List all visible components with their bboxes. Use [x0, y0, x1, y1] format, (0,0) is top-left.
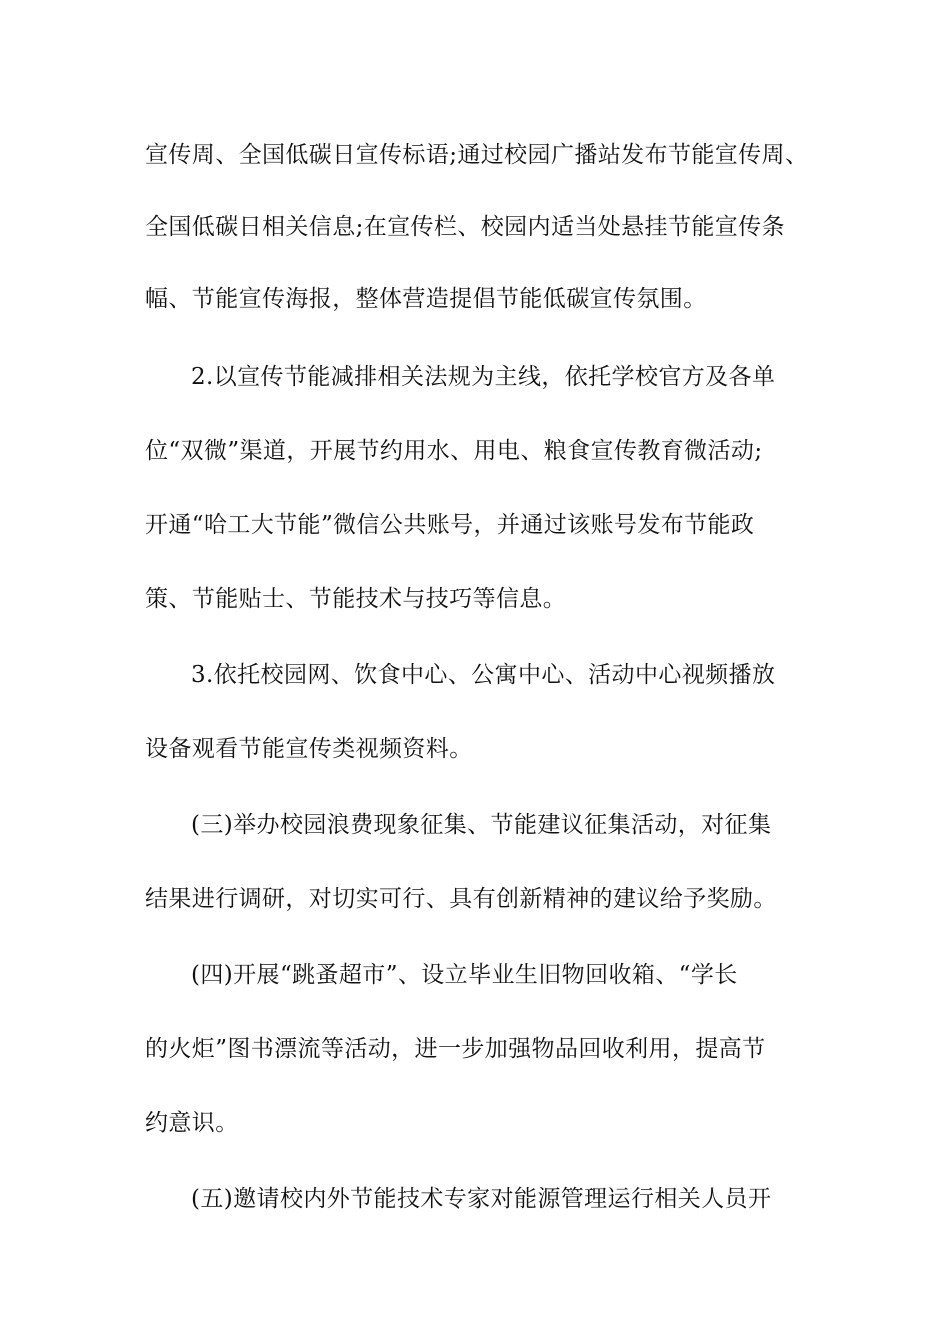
- text-line: 宣传周、全国低碳日宣传标语;通过校园广播站发布节能宣传周、: [145, 142, 809, 168]
- text-line: 约意识。: [145, 1110, 239, 1136]
- text-line: (五)邀请校内外节能技术专家对能源管理运行相关人员开: [191, 1186, 772, 1212]
- text-line: (四)开展“跳蚤超市”、设立毕业生旧物回收箱、“学长: [191, 962, 738, 988]
- text-line: 全国低碳日相关信息;在宣传栏、校园内适当处悬挂节能宣传条: [145, 214, 785, 240]
- text-line: 策、节能贴士、节能技术与技巧等信息。: [145, 586, 567, 612]
- text-line: 设备观看节能宣传类视频资料。: [145, 736, 473, 762]
- text-line: 幅、节能宣传海报，整体营造提倡节能低碳宣传氛围。: [145, 286, 707, 312]
- text-line: 3.依托校园网、饮食中心、公寓中心、活动中心视频播放: [191, 662, 776, 688]
- text-line: 开通“哈工大节能”微信公共账号，并通过该账号发布节能政: [145, 512, 755, 538]
- text-line: 结果进行调研，对切实可行、具有创新精神的建议给予奖励。: [145, 886, 777, 912]
- text-line: 2.以宣传节能减排相关法规为主线，依托学校官方及各单: [191, 364, 776, 390]
- text-line: 的火炬”图书漂流等活动，进一步加强物品回收利用，提高节: [145, 1036, 766, 1062]
- text-line: 位“双微”渠道，开展节约用水、用电、粮食宣传教育微活动;: [145, 438, 763, 464]
- text-line: (三)举办校园浪费现象征集、节能建议征集活动，对征集: [191, 812, 772, 838]
